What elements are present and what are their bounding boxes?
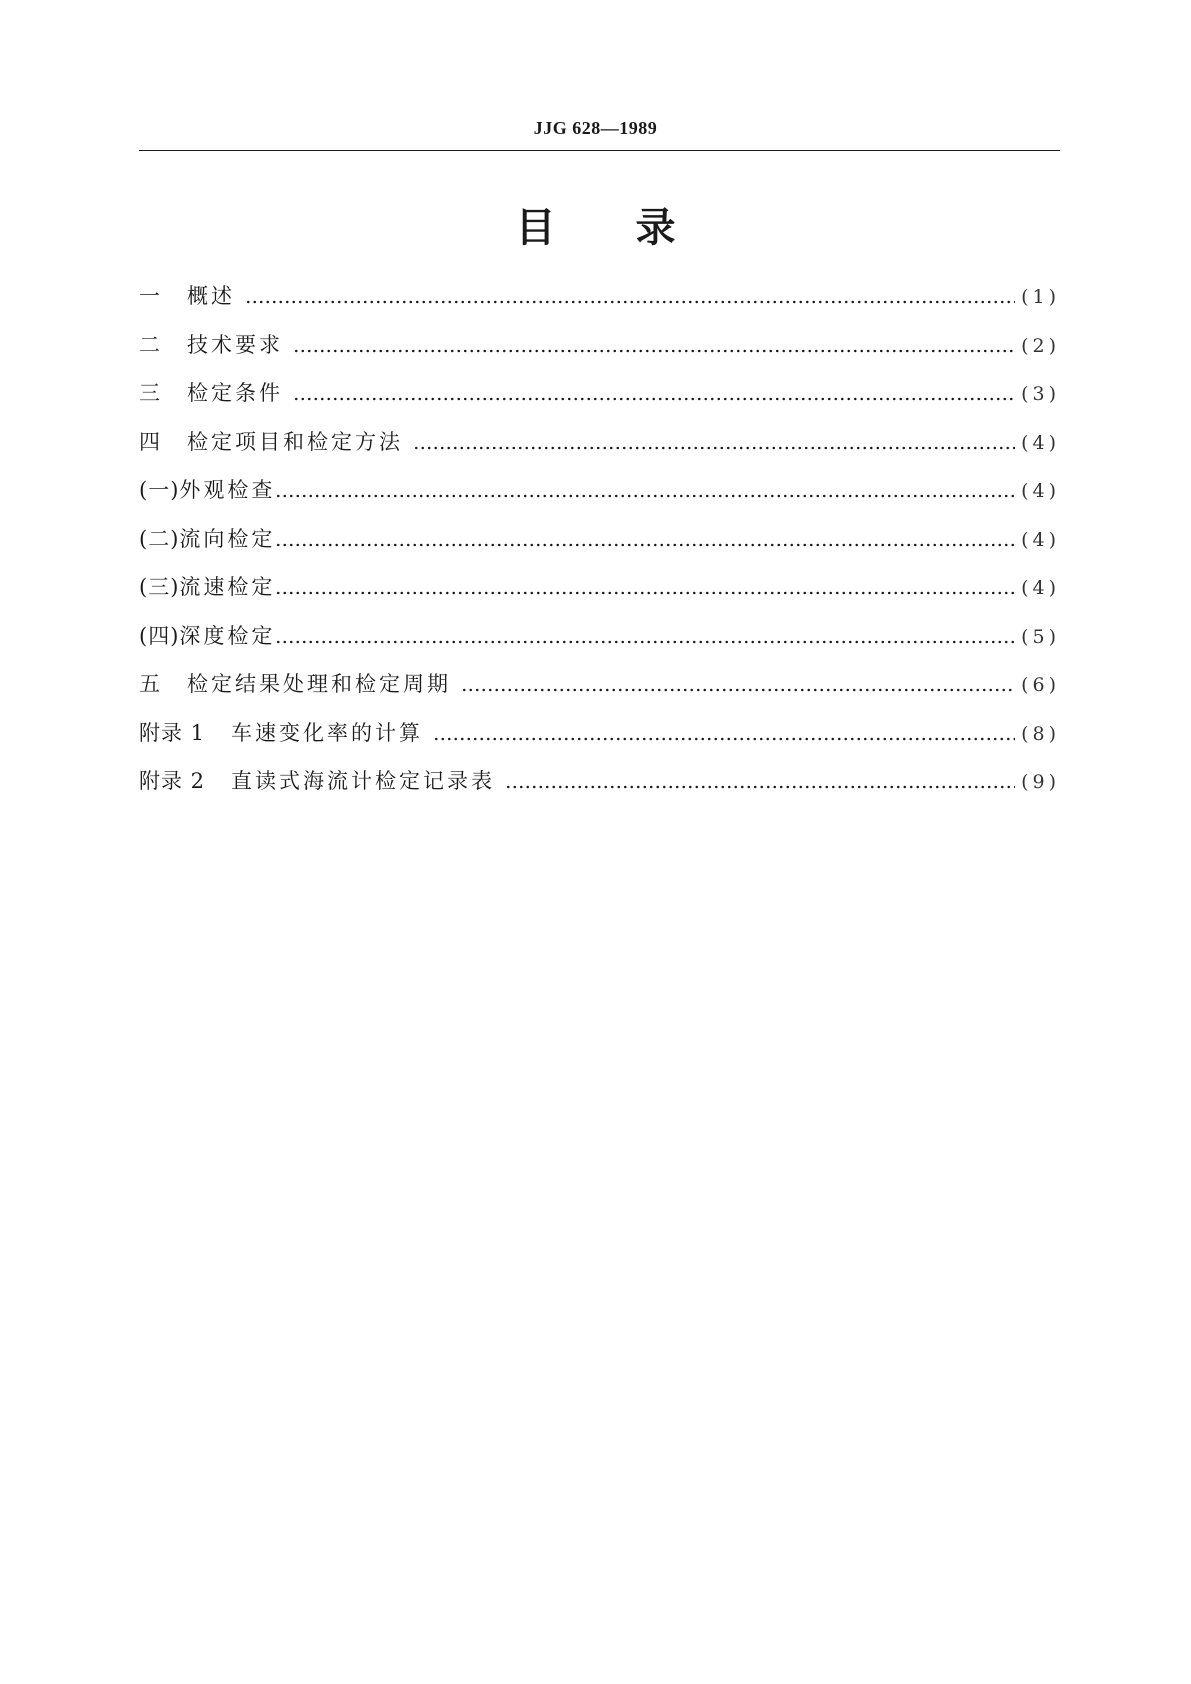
toc-entry-title: 直读式海流计检定记录表 xyxy=(231,769,495,793)
toc-title xyxy=(0,196,1191,253)
toc-entry-page: (9) xyxy=(1021,771,1060,793)
toc-entry-title: 检定结果处理和检定周期 xyxy=(187,672,451,696)
toc-entry-number: 二 xyxy=(139,332,161,357)
toc-entry-page: (4) xyxy=(1021,577,1060,599)
toc-entry-appearance-check[interactable] xyxy=(139,466,1060,515)
dot-leader xyxy=(275,626,1015,646)
toc-entry-number: 附录 2 xyxy=(139,769,206,793)
toc-entry-title: 流速检定 xyxy=(179,575,276,599)
dot-leader xyxy=(245,286,1015,306)
toc-entry-verification-conditions[interactable] xyxy=(139,369,1060,418)
toc-entry-number: 附录 1 xyxy=(139,720,206,745)
toc-entry-number: 一 xyxy=(139,284,161,308)
toc-entry-number: (二) xyxy=(139,526,180,551)
toc-entry-page: (6) xyxy=(1021,674,1060,696)
toc-entry-title: 流向检定 xyxy=(179,526,276,551)
toc-entry-title: 概述 xyxy=(187,284,235,308)
toc-entry-page: (4) xyxy=(1021,528,1060,551)
toc-entry-number: (一) xyxy=(139,478,180,502)
toc-entry-appendix-2[interactable] xyxy=(139,757,1060,806)
toc-entry-overview[interactable] xyxy=(139,272,1060,321)
toc-entry-technical-requirements[interactable] xyxy=(139,321,1060,370)
toc-entry-page: (4) xyxy=(1021,431,1060,454)
toc-entry-flow-direction[interactable] xyxy=(139,515,1060,564)
dot-leader xyxy=(275,577,1015,597)
toc-entry-results-and-period[interactable] xyxy=(139,660,1060,709)
dot-leader xyxy=(413,432,1015,452)
toc-entry-page: (1) xyxy=(1021,286,1060,308)
toc-entry-page: (4) xyxy=(1021,480,1060,502)
header-rule xyxy=(139,150,1060,151)
dot-leader xyxy=(293,383,1015,403)
dot-leader xyxy=(275,480,1015,500)
toc-entry-title: 深度检定 xyxy=(179,623,276,648)
toc-entry-title: 技术要求 xyxy=(187,332,283,357)
table-of-contents xyxy=(139,272,1060,806)
toc-entry-page: (8) xyxy=(1021,722,1060,745)
toc-entry-number: (四) xyxy=(139,623,180,648)
dot-leader xyxy=(275,529,1015,549)
toc-title-char-1: 目 xyxy=(515,205,556,251)
running-header-standard-code: JJG 628—1989 xyxy=(533,118,658,138)
dot-leader xyxy=(433,723,1015,743)
toc-entry-depth[interactable] xyxy=(139,612,1060,661)
toc-title-char-2: 录 xyxy=(635,205,676,251)
toc-entry-title: 检定项目和检定方法 xyxy=(187,429,403,454)
toc-entry-page: (3) xyxy=(1021,383,1060,405)
toc-entry-number: 三 xyxy=(139,381,161,405)
dot-leader xyxy=(505,771,1015,791)
toc-entry-page: (2) xyxy=(1021,334,1060,357)
toc-entry-title: 检定条件 xyxy=(187,381,283,405)
toc-entry-flow-speed[interactable] xyxy=(139,563,1060,612)
toc-entry-title: 外观检查 xyxy=(179,478,276,502)
toc-entry-title: 车速变化率的计算 xyxy=(231,720,423,745)
toc-entry-verification-items-methods[interactable] xyxy=(139,418,1060,467)
toc-entry-number: 四 xyxy=(139,429,161,454)
dot-leader xyxy=(461,674,1015,694)
toc-entry-number: (三) xyxy=(139,575,180,599)
toc-entry-appendix-1[interactable] xyxy=(139,709,1060,758)
toc-entry-page: (5) xyxy=(1021,625,1060,648)
dot-leader xyxy=(293,335,1015,355)
toc-entry-number: 五 xyxy=(139,672,161,696)
